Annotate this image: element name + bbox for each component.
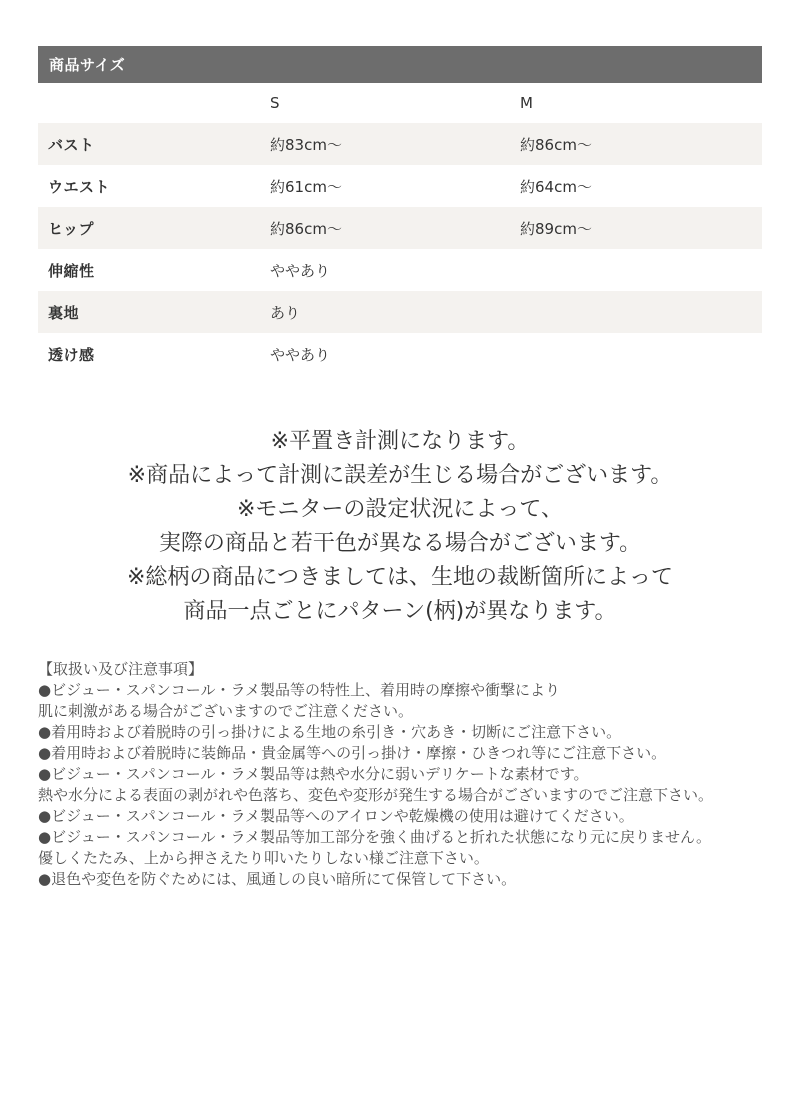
handling-line: 肌に刺激がある場合がございますのでご注意ください。: [38, 702, 414, 720]
row-value-s: あり: [270, 303, 301, 322]
row-label: ヒップ: [48, 219, 95, 238]
table-row-sheerness: [38, 333, 762, 375]
table-row-hip: [38, 207, 762, 249]
table-row-waist: [38, 165, 762, 207]
size-col-m: M: [520, 94, 533, 112]
row-label: 透け感: [48, 345, 95, 364]
handling-line: ●ビジュー・スパンコール・ラメ製品等加工部分を強く曲げると折れた状態になり元に戻りません。: [38, 828, 711, 846]
row-label: 伸縮性: [48, 261, 95, 280]
row-value-s: 約86cm～: [270, 219, 342, 238]
handling-line: ●着用時および着脱時に装飾品・貴金属等への引っ掛け・摩擦・ひきつれ等にご注意下さい。: [38, 744, 667, 762]
table-row-lining: [38, 291, 762, 333]
row-value-s: ややあり: [270, 345, 331, 364]
handling-line: ●着用時および着脱時の引っ掛けによる生地の糸引き・穴あき・切断にご注意下さい。: [38, 723, 622, 741]
handling-line: ●ビジュー・スパンコール・ラメ製品等の特性上、着用時の摩擦や衝撃により: [38, 681, 561, 699]
note-line: ※総柄の商品につきましては、生地の裁断箇所によって: [127, 565, 673, 590]
handling-line: 熱や水分による表面の剥がれや色落ち、変色や変形が発生する場合がございますのでご注意下さい。: [38, 786, 714, 804]
table-row-bust: [38, 123, 762, 165]
row-value-s: ややあり: [270, 261, 331, 280]
note-line: 商品一点ごとにパターン(柄)が異なります。: [183, 599, 617, 624]
row-label: ウエスト: [48, 177, 111, 196]
size-section-title: 商品サイズ: [49, 56, 126, 74]
handling-line: 優しくたたみ、上から押さえたり叩いたりしない様ご注意下さい。: [38, 849, 489, 867]
row-value-m: 約89cm～: [520, 219, 592, 238]
table-row-stretch: [38, 249, 762, 291]
row-value-m: 約64cm～: [520, 177, 592, 196]
handling-line: ●ビジュー・スパンコール・ラメ製品等へのアイロンや乾燥機の使用は避けてください。: [38, 807, 634, 825]
handling-line: ●退色や変色を防ぐためには、風通しの良い暗所にて保管して下さい。: [38, 870, 517, 888]
handling-notes: [38, 659, 762, 890]
row-value-s: 約61cm～: [270, 177, 342, 196]
note-line: 実際の商品と若干色が異なる場合がございます。: [158, 531, 642, 556]
row-label: バスト: [48, 135, 95, 154]
handling-line: ●ビジュー・スパンコール・ラメ製品等は熱や水分に弱いデリケートな素材です。: [38, 765, 589, 783]
size-section-title-bar: [38, 46, 762, 83]
note-line: ※平置き計測になります。: [270, 429, 530, 454]
size-col-s: S: [270, 94, 280, 112]
handling-heading: 【取扱い及び注意事項】: [38, 660, 204, 678]
row-label: 裏地: [48, 303, 80, 322]
row-value-s: 約83cm～: [270, 135, 342, 154]
page-content: [38, 46, 762, 890]
note-line: ※モニターの設定状況によって、: [237, 497, 563, 522]
row-value-m: 約86cm～: [520, 135, 592, 154]
note-line: ※商品によって計測に誤差が生じる場合がございます。: [127, 463, 673, 488]
size-table-header-row: [38, 83, 762, 123]
measurement-notes: [38, 425, 762, 629]
size-table: [38, 83, 762, 375]
